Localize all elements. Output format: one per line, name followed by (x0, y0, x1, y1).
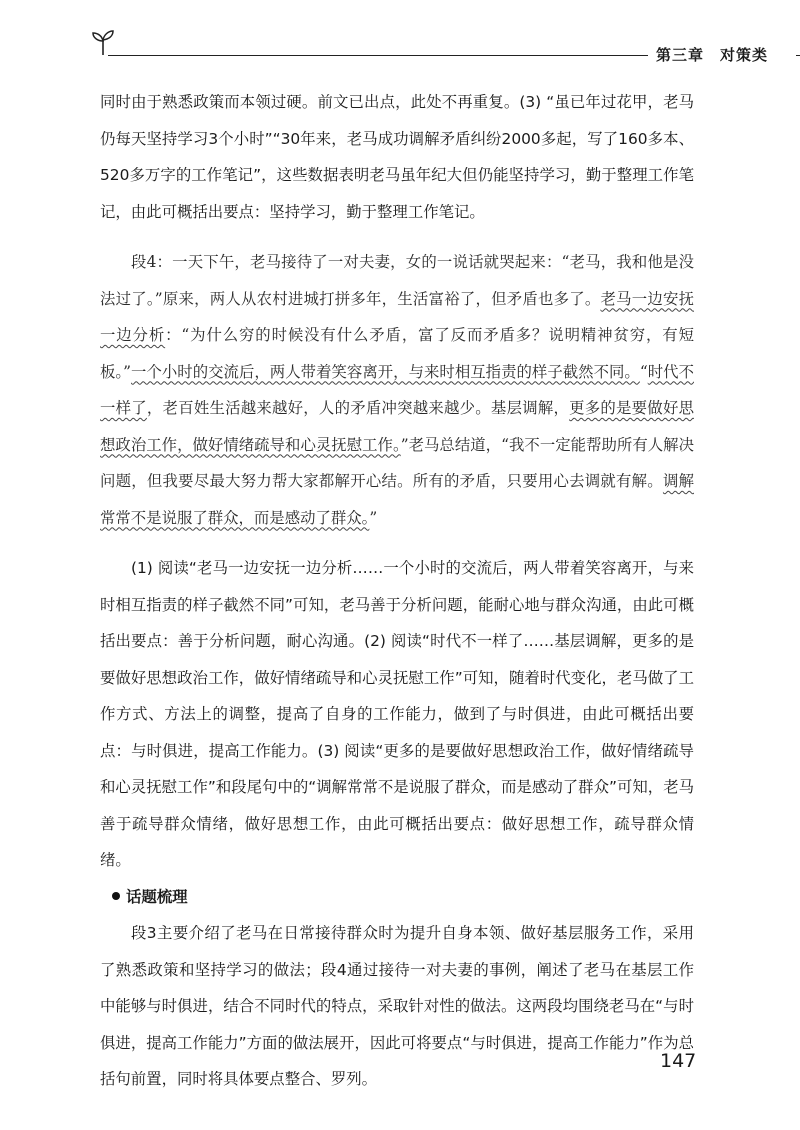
section-heading (100, 879, 694, 916)
paragraph-3: (1) 阅读“老马一边安抚一边分析……一个小时的交流后，两人带着笑容离开，与来时相互指责的样子截然不同”可知，老马善于分析问题，能耐心地与群众沟通，由此可概括出要点：善于分析问题，耐心沟通。(2) 阅读“时代不一样了……基层调解，更多的是要做好思想政治工作，做好情绪疏导和心灵抚慰工作”可知，随着时代变化，老马做了工作方式、方法上的调整，提高了自身的工作能力，做到了与时俱进，由此可概括出要点：与时俱进，提高工作能力。(3) 阅读“更多的是要做好思想政治工作，做好情绪疏导和心灵抚慰工作”和段尾句中的“调解常常不是说服了群众，而是感动了群众”可知，老马善于疏导群众情绪，做好思想工作，由此可概括出要点：做好思想工作，疏导群众情绪。 (100, 559, 694, 869)
p2-underline-2: 一个小时的交流后，两人带着笑容离开，与来时相互指责的样子截然不同。 (131, 362, 640, 381)
p2-underline-5: 调解常常不是说服了群众，而是感动了群众。 (100, 472, 694, 527)
p2-underline-1: 老马一边安抚一边分析 (100, 289, 694, 344)
header-rule-right (796, 55, 800, 56)
p2-underline-4: 更多的是要做好思想政治工作，做好情绪疏导和心灵抚慰工作。 (100, 399, 694, 454)
p2-text-1: 段4：一天下午，老马接待了一对夫妻，女的一说话就哭起来：“老马，我和他是没法过了。”原来，两人从农村进城打拼多年，生活富裕了，但矛盾也多了。 (100, 253, 694, 308)
paragraph-2 (100, 244, 694, 536)
paragraph-1: 同时由于熟悉政策而本领过硬。前文已出点，此处不再重复。(3) “虽已年过花甲，老马仍每天坚持学习3个小时”“30年来，老马成功调解矛盾纠纷2000多起，写了160多本、520多万字的工作笔记”，这些数据表明老马虽年纪大但仍能坚持学习，勤于整理工作笔记，由此可概括出要点：坚持学习，勤于整理工作笔记。 (100, 93, 694, 221)
page-body (100, 84, 697, 1098)
p2-text-3: “ (639, 362, 648, 381)
p2-text-4: ，老百姓生活越来越好，人的矛盾冲突越来越少。基层调解， (146, 399, 570, 417)
bullet-icon (112, 892, 120, 900)
p2-text-6: ” (369, 508, 378, 527)
paragraph-4: 段3主要介绍了老马在日常接待群众时为提升自身本领、做好基层服务工作，采用了熟悉政策和坚持学习的做法；段4通过接待一对夫妻的事例，阐述了老马在基层工作中能够与时俱进，结合不同时代的特点，采取针对性的做法。这两段均围绕老马在“与时俱进，提高工作能力”方面的做法展开，因此可将要点“与时俱进，提高工作能力”作为总括句前置，同时将具体要点整合、罗列。 (100, 924, 694, 1088)
page-number: 147 (660, 1050, 697, 1072)
header-rule-left (108, 55, 648, 56)
chapter-title: 第三章 对策类 (656, 46, 769, 64)
section-heading-text: 话题梳理 (126, 887, 188, 906)
p2-text-2: ：“为什么穷的时候没有什么矛盾，富了反而矛盾多？说明精神贫穷，有短板。” (100, 326, 694, 381)
p2-text-5: ”老马总结道，“我不一定能帮助所有人解决问题，但我要尽最大努力帮大家都解开心结。所有的矛盾，只要用心去调就有解。 (100, 435, 694, 490)
p2-underline-3: 时代不一样了 (100, 362, 694, 417)
running-header (90, 28, 774, 68)
